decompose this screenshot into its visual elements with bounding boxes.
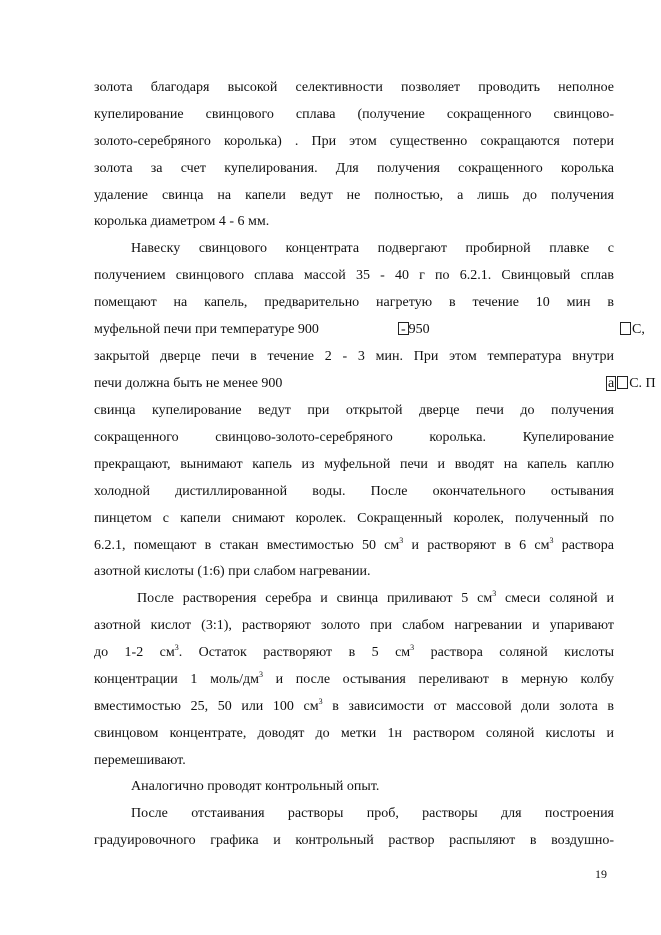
text-line: закрытой дверце печи в течение 2 - 3 мин. При этом температура внутри — [94, 349, 614, 364]
missing-glyph-box — [617, 376, 628, 389]
text-line: купелирование свинцового сплава (получение сокращенного свинцово- — [94, 107, 614, 122]
page-number: 19 — [595, 867, 607, 881]
paragraph-first-line: Навеску свинцового концентрата подвергают пробирной плавке с — [131, 241, 614, 256]
text-line: золото-серебряного королька) . При этом существенно сокращаются потери — [94, 134, 614, 149]
text-line: помещают на капель, предварительно нагретую в течение 10 мин в — [94, 295, 614, 310]
text-line: концентрации 1 моль/$дм^3$ и после остывания переливают в мерную колбу — [94, 670, 614, 687]
text-line: свинца купелирование ведут при открытой дверце печи до получения — [94, 403, 614, 418]
text-line: сокращенного свинцово-золото-серебряного королька. Купелирование — [94, 430, 614, 445]
paragraph-first-line: После растворения серебра и свинца приливают 5 $см^3$ смеси соляной и — [137, 589, 615, 606]
text-line: свинцовом концентрате, доводят до метки 1н раствором соляной кислоты и — [94, 726, 614, 741]
text-line: градуировочного графика и контрольный раствор распыляют в воздушно- — [94, 833, 614, 848]
text-line: золота за счет купелирования. Для получения сокращенного королька — [94, 161, 614, 176]
text-line: азотной кислот (3:1), растворяют золото при слабом нагревании и упаривают — [94, 618, 614, 633]
text-line: пинцетом с капели снимают королек. Сокращенный королек, полученный по — [94, 511, 614, 526]
text-line: удаление свинца на капели ведут не полностью, а лишь до получения — [94, 188, 614, 203]
degree-celsius-fragment: а С. П — [608, 376, 656, 391]
text-line: перемешивают. — [94, 753, 186, 768]
missing-glyph-box — [620, 322, 631, 335]
text-line: вместимостью 25, 50 или 100 $см^3$ в зависимости от массовой доли золота в — [94, 697, 614, 714]
degree-celsius-fragment: С, — [619, 321, 645, 339]
text-line: прекращают, вынимают капель из муфельной печи и вводят на капель каплю — [94, 457, 614, 472]
text-line: азотной кислоты (1:6) при слабом нагревании. — [94, 564, 371, 579]
text-line: до 1-2 $см^3$. Остаток растворяют в 5 $см^3$ раствора соляной кислоты — [94, 643, 614, 660]
paragraph-first-line: Аналогично проводят контрольный опыт. — [131, 779, 380, 794]
text-line: холодной дистиллированной воды. После окончательного остывания — [94, 484, 614, 499]
text-line: королька диаметром 4 - 6 мм. — [94, 214, 270, 229]
text-line: 6.2.1, помещают в стакан вместимостью 50 $см^3$ и растворяют в 6 $см^3$ раствора — [94, 536, 614, 553]
text-line: печи должна быть не менее 900 — [94, 376, 283, 391]
text-line: получением свинцового сплава массой 35 - 40 г по 6.2.1. Свинцовый сплав — [94, 268, 614, 283]
paragraph-first-line: После отстаивания растворы проб, растворы для построения — [131, 806, 614, 821]
text-line: муфельной печи при температуре 900 — [94, 322, 319, 337]
text-line: золота благодаря высокой селективности позволяет проводить неполное — [94, 80, 614, 95]
temperature-range: - 950 — [397, 321, 430, 339]
